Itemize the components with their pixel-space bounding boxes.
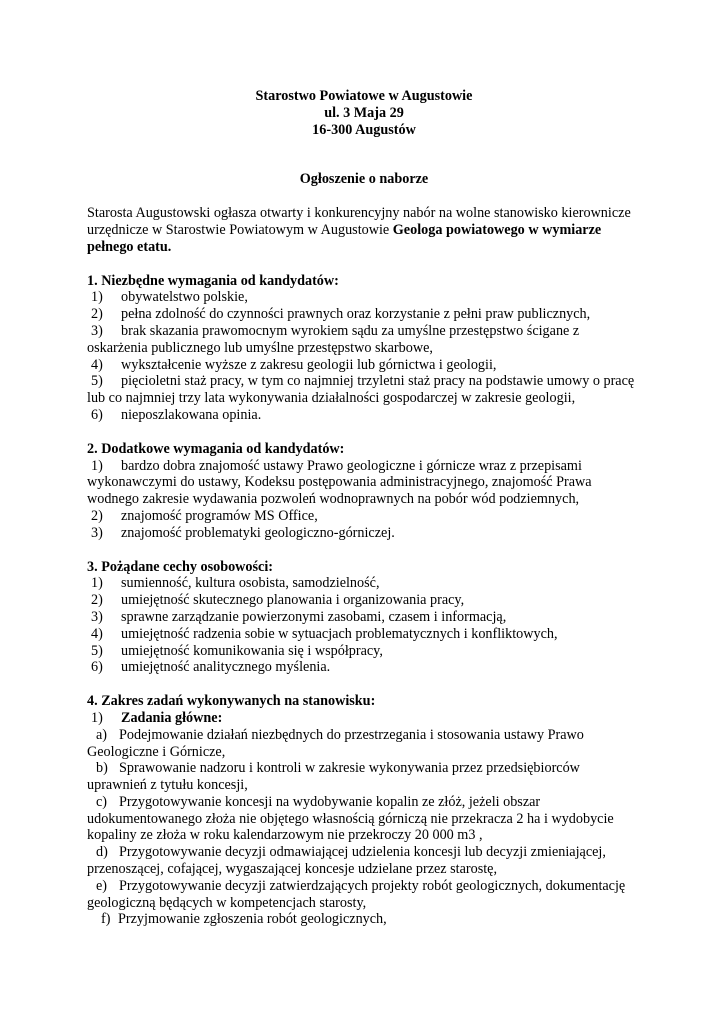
item-number: 1) (91, 289, 103, 306)
section-heading: 4. Zakres zadań wykonywanych na stanowisku: (87, 693, 376, 710)
list-item (87, 878, 641, 912)
item-text: bardzo dobra znajomość ustawy Prawo geologiczne i górnicze wraz z przepisami wykonawczymi do ustawy, Kodeksu postępowania administracyjnego, znajomość Prawa wodnego zakresie wydawania pozwoleń wodnoprawnych na pobór wód podziemnych, (87, 457, 592, 508)
item-letter: b) (96, 760, 108, 777)
item-text: umiejętność analitycznego myślenia. (121, 659, 331, 676)
list-item (87, 727, 641, 761)
item-text: Przygotowywanie decyzji zatwierdzających projekty robót geologicznych, dokumentację geologiczną będących w kompetencjach starosty, (87, 877, 626, 911)
intro-position: Geologa powiatowego w wymiarze pełnego etatu. (87, 221, 602, 255)
item-number: 1) (91, 457, 103, 474)
item-text: umiejętność skutecznego planowania i organizowania pracy, (121, 592, 465, 609)
section-required (87, 273, 641, 424)
subsection-number: 1) (91, 709, 103, 726)
item-text: umiejętność radzenia sobie w sytuacjach problematycznych i konfliktowych, (121, 625, 558, 642)
item-text: Przygotowywanie decyzji odmawiającej udzielenia koncesji lub decyzji zmieniającej, przenoszącej, cofającej, wygaszającej koncesje udzielane przez starostę, (87, 844, 606, 878)
list-item (87, 626, 641, 643)
item-number: 2) (91, 592, 103, 609)
item-text: sumienność, kultura osobista, samodzielność, (121, 575, 380, 592)
list-item (87, 844, 641, 878)
section-duties (87, 693, 641, 928)
item-number: 4) (91, 625, 103, 642)
list-item (87, 373, 641, 407)
item-number: 4) (91, 356, 103, 373)
item-text: znajomość programów MS Office, (121, 507, 318, 524)
item-text: Podejmowanie działań niezbędnych do przestrzegania i stosowania ustawy Prawo Geologiczne i Górnicze, (87, 726, 584, 760)
item-text: brak skazania prawomocnym wyrokiem sądu za umyślne przestępstwo ścigane z oskarżenia publicznego lub umyślne przestępstwo skarbowe, (87, 322, 580, 356)
item-number: 2) (91, 507, 103, 524)
item-text: Przygotowywanie koncesji na wydobywanie kopalin ze złóż, jeżeli obszar udokumentowanego złoża nie objętego własnością górniczą nie przekracza 2 ha i wydobycie kopaliny ze złoża w roku kalendarzowym nie przekroczy 20 000 m3 , (87, 793, 614, 844)
item-text: wykształcenie wyższe z zakresu geologii lub górnictwa i geologii, (121, 356, 497, 373)
item-text: obywatelstwo polskie, (121, 289, 248, 306)
list-item (87, 306, 641, 323)
intro-text: Starosta Augustowski ogłasza otwarty i konkurencyjny nabór na wolne stanowisko kierownicze urzędnicze w Starostwie Powiatowym w Augustowie (87, 205, 631, 238)
item-text: umiejętność komunikowania się i współpracy, (121, 642, 383, 659)
section-additional (87, 441, 641, 542)
subsection-label: Zadania główne: (121, 709, 223, 726)
list-item (87, 289, 641, 306)
subsection-heading (87, 710, 641, 727)
item-letter: a) (96, 726, 108, 743)
list-item (87, 760, 641, 794)
item-text: Przyjmowanie zgłoszenia robót geologicznych, (118, 911, 387, 928)
list-item (87, 508, 641, 525)
item-number: 5) (91, 373, 103, 390)
section-heading: 3. Pożądane cechy osobowości: (87, 558, 273, 575)
list-item (87, 643, 641, 660)
item-number: 2) (91, 306, 103, 323)
item-text: sprawne zarządzanie powierzonymi zasobami, czasem i informacją, (121, 608, 507, 625)
item-text: znajomość problematyki geologiczno-górniczej. (121, 524, 395, 541)
item-number: 3) (91, 322, 103, 339)
item-number: 6) (91, 406, 103, 423)
section-personality (87, 559, 641, 677)
item-number: 3) (91, 608, 103, 625)
list-item (87, 911, 641, 928)
list-item (87, 525, 641, 542)
list-item (87, 323, 641, 357)
list-item (87, 592, 641, 609)
list-item (87, 575, 641, 592)
item-letter: f) (101, 911, 111, 928)
item-letter: d) (96, 844, 108, 861)
list-item (87, 407, 641, 424)
item-text: pełna zdolność do czynności prawnych oraz korzystanie z pełni praw publicznych, (121, 306, 591, 323)
item-number: 6) (91, 659, 103, 676)
item-text: Sprawowanie nadzoru i kontroli w zakresie wykonywania przez przedsiębiorców uprawnień z tytułu koncesji, (87, 760, 580, 794)
header-line-street: ul. 3 Maja 29 (324, 104, 404, 121)
header-line-city: 16-300 Augustów (312, 121, 416, 138)
list-item (87, 357, 641, 374)
list-item (87, 794, 641, 844)
office-header (87, 88, 641, 138)
item-number: 1) (91, 575, 103, 592)
item-number: 3) (91, 524, 103, 541)
item-letter: c) (96, 793, 108, 810)
section-heading: 1. Niezbędne wymagania od kandydatów: (87, 272, 339, 289)
item-text: nieposzlakowana opinia. (121, 406, 262, 423)
document-content (87, 88, 641, 928)
section-heading: 2. Dodatkowe wymagania od kandydatów: (87, 440, 345, 457)
list-item (87, 609, 641, 626)
intro-paragraph (87, 205, 641, 255)
list-item (87, 458, 641, 508)
item-number: 5) (91, 642, 103, 659)
document-title: Ogłoszenie o naborze (299, 171, 429, 188)
list-item (87, 659, 641, 676)
item-text: pięcioletni staż pracy, w tym co najmniej trzyletni staż pracy na podstawie umowy o pracę lub co najmniej trzy lata wykonywania działalności gospodarczej w zakresie geologii, (87, 373, 635, 407)
header-line-office: Starostwo Powiatowe w Augustowie (255, 88, 473, 104)
item-letter: e) (96, 877, 108, 894)
